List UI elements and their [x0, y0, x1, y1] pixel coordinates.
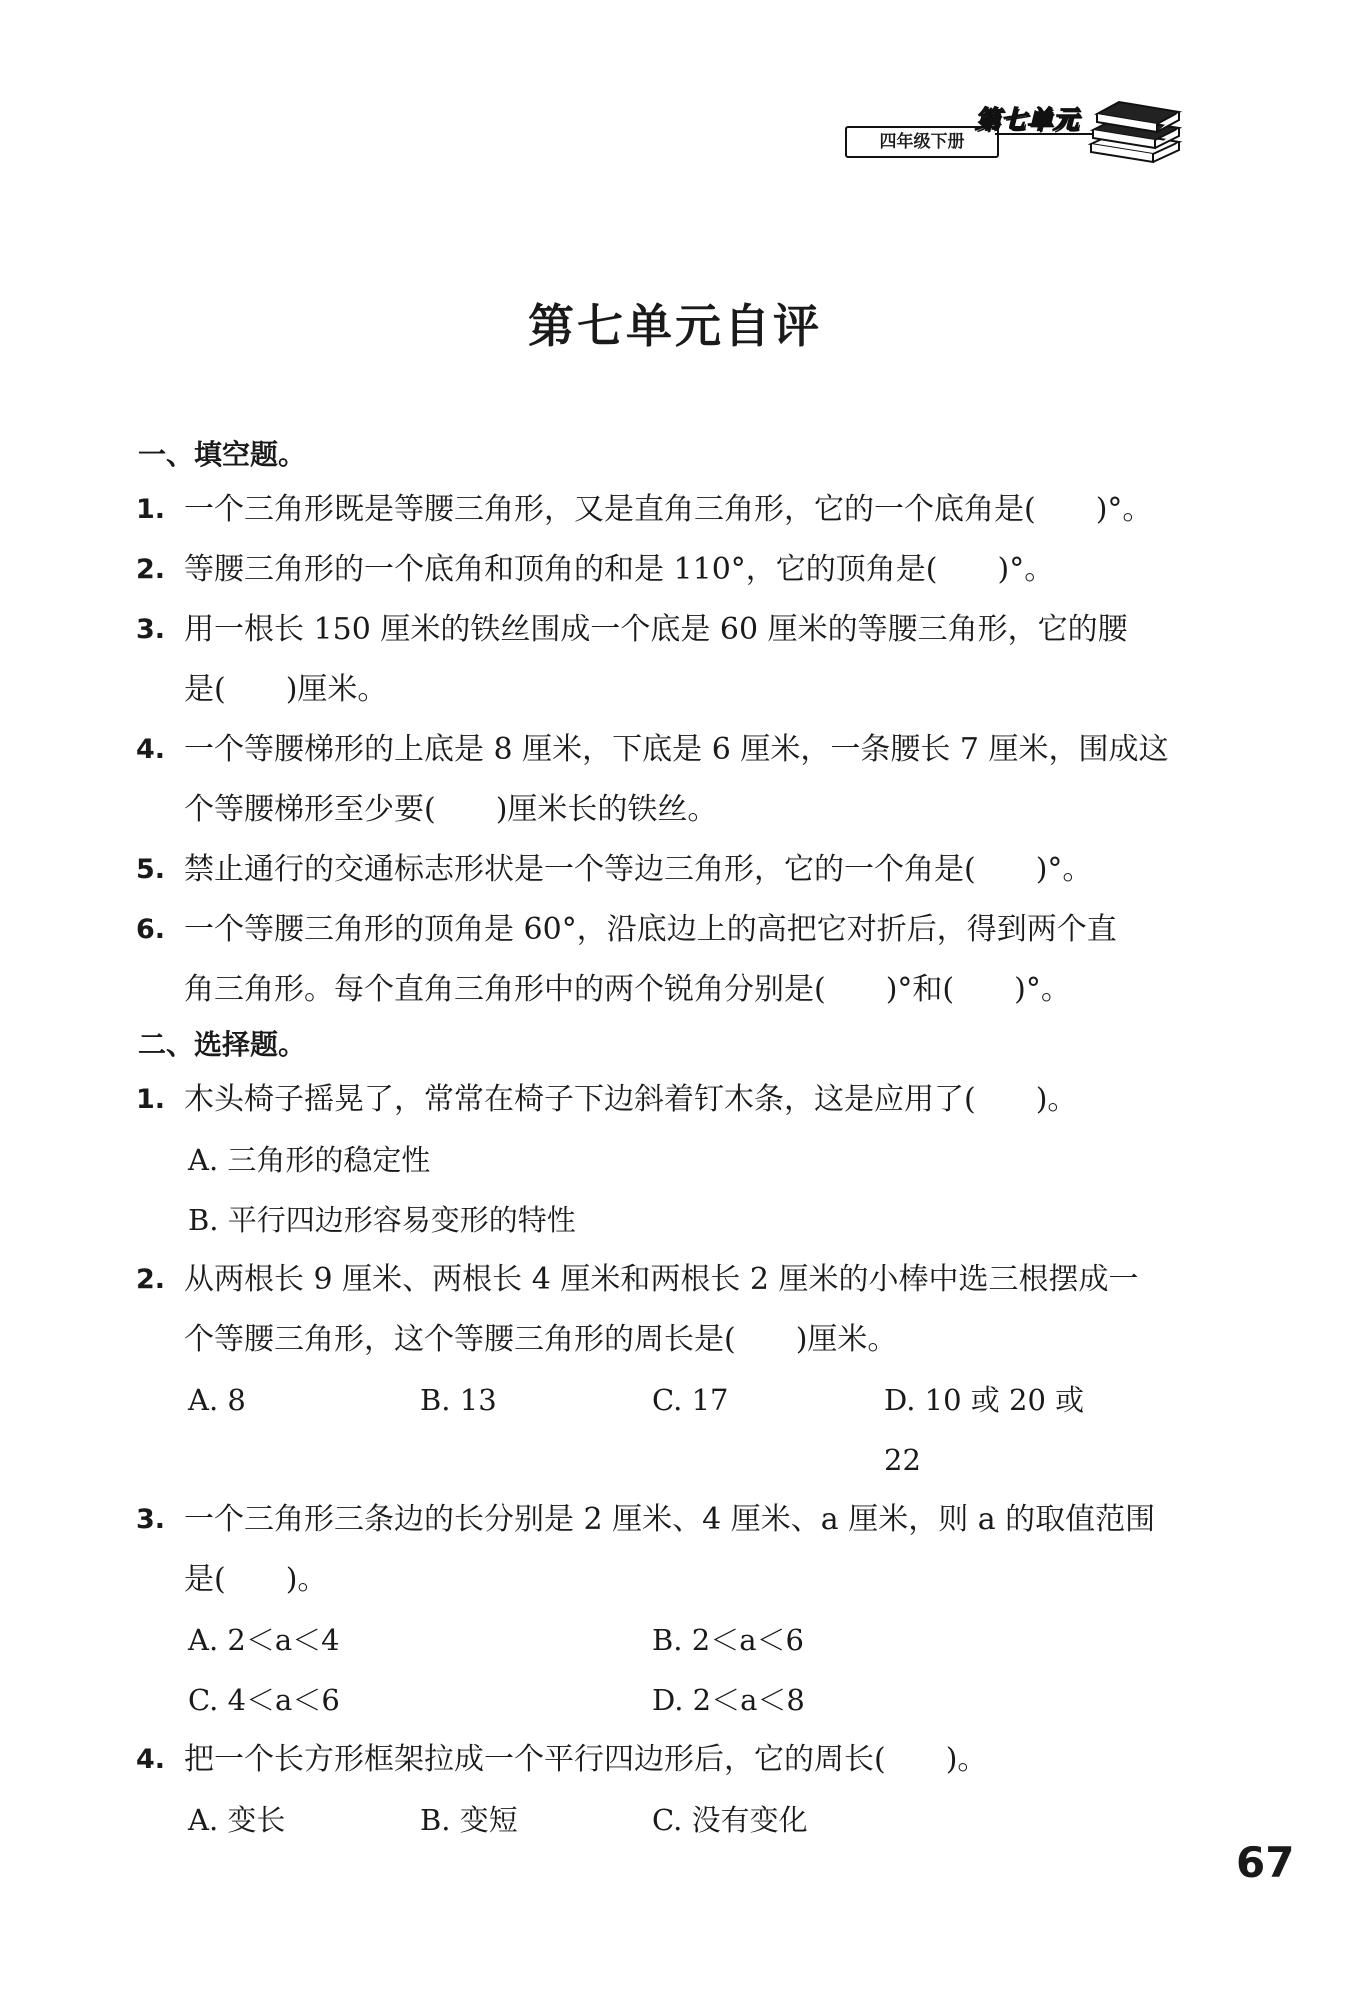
question-number: 3. — [136, 1504, 166, 1535]
option-a: A. 变长 — [188, 1803, 286, 1837]
question-number: 5. — [136, 854, 166, 885]
question-number: 4. — [136, 1744, 166, 1775]
worksheet-content — [136, 430, 1216, 1850]
question-text: 禁止通行的交通标志形状是一个等边三角形，它的一个角是( )°。 — [184, 852, 1093, 887]
option-c: C. 4＜a＜6 — [188, 1683, 340, 1717]
fill-question-6 — [136, 900, 1216, 960]
question-text: 一个等腰梯形的上底是 8 厘米，下底是 6 厘米，一条腰长 7 厘米，围成这 — [184, 732, 1169, 767]
fill-question-1 — [136, 480, 1216, 540]
fill-question-4 — [136, 720, 1216, 780]
option-b: B. 变短 — [420, 1803, 518, 1837]
question-text: 等腰三角形的一个底角和顶角的和是 110°，它的顶角是( )°。 — [184, 552, 1055, 587]
question-text-continued: 个等腰梯形至少要( )厘米长的铁丝。 — [184, 792, 718, 827]
choice-options — [136, 1370, 1216, 1490]
fill-question-5 — [136, 840, 1216, 900]
page-header — [845, 92, 1185, 172]
question-text: 用一根长 150 厘米的铁丝围成一个底是 60 厘米的等腰三角形，它的腰 — [184, 612, 1128, 647]
choice-options — [136, 1790, 1216, 1850]
option-a: A. 8 — [188, 1383, 246, 1417]
question-number: 1. — [136, 494, 166, 525]
books-icon — [1083, 98, 1183, 168]
choice-question-2 — [136, 1250, 1216, 1310]
grade-label: 四年级下册 — [845, 126, 999, 158]
question-number: 4. — [136, 734, 166, 765]
option-c: C. 没有变化 — [652, 1803, 808, 1837]
question-number: 6. — [136, 914, 166, 945]
option-b: B. 2＜a＜6 — [652, 1623, 804, 1657]
question-number: 3. — [136, 614, 166, 645]
question-number: 2. — [136, 1264, 166, 1295]
choice-question-4 — [136, 1730, 1216, 1790]
question-text: 一个三角形三条边的长分别是 2 厘米、4 厘米、a 厘米，则 a 的取值范围 — [184, 1502, 1156, 1537]
page-number: 67 — [1236, 1838, 1295, 1887]
question-text: 木头椅子摇晃了，常常在椅子下边斜着钉木条，这是应用了( )。 — [184, 1082, 1078, 1117]
choice-options — [136, 1130, 1216, 1250]
question-number: 1. — [136, 1084, 166, 1115]
option-b: B. 13 — [420, 1383, 497, 1417]
question-number: 2. — [136, 554, 166, 585]
choice-options — [136, 1610, 1216, 1730]
section-heading-choice: 二、选择题。 — [138, 1028, 307, 1061]
choice-question-1 — [136, 1070, 1216, 1130]
question-text-continued: 是( )。 — [184, 1562, 328, 1597]
option-d: D. 2＜a＜8 — [652, 1683, 805, 1717]
question-text: 把一个长方形框架拉成一个平行四边形后，它的周长( )。 — [184, 1742, 988, 1777]
unit-label: 第七单元 — [975, 105, 1080, 134]
option-a: A. 2＜a＜4 — [188, 1623, 340, 1657]
fill-question-2 — [136, 540, 1216, 600]
question-text: 从两根长 9 厘米、两根长 4 厘米和两根长 2 厘米的小棒中选三根摆成一 — [184, 1262, 1139, 1297]
page-title: 第七单元自评 — [528, 299, 822, 353]
question-text: 一个三角形既是等腰三角形，又是直角三角形，它的一个底角是( )°。 — [184, 492, 1153, 527]
question-text-continued: 角三角形。每个直角三角形中的两个锐角分别是( )°和( )°。 — [184, 972, 1071, 1007]
option-d: D. 10 或 20 或 22 — [884, 1383, 1085, 1477]
question-text-continued: 个等腰三角形，这个等腰三角形的周长是( )厘米。 — [184, 1322, 898, 1357]
option-b: B. 平行四边形容易变形的特性 — [188, 1203, 576, 1237]
question-text: 一个等腰三角形的顶角是 60°，沿底边上的高把它对折后，得到两个直 — [184, 912, 1117, 947]
option-c: C. 17 — [652, 1383, 729, 1417]
option-a: A. 三角形的稳定性 — [188, 1143, 431, 1177]
section-heading-fill-in: 一、填空题。 — [138, 438, 307, 471]
question-text-continued: 是( )厘米。 — [184, 672, 388, 707]
choice-question-3 — [136, 1490, 1216, 1550]
fill-question-3 — [136, 600, 1216, 660]
